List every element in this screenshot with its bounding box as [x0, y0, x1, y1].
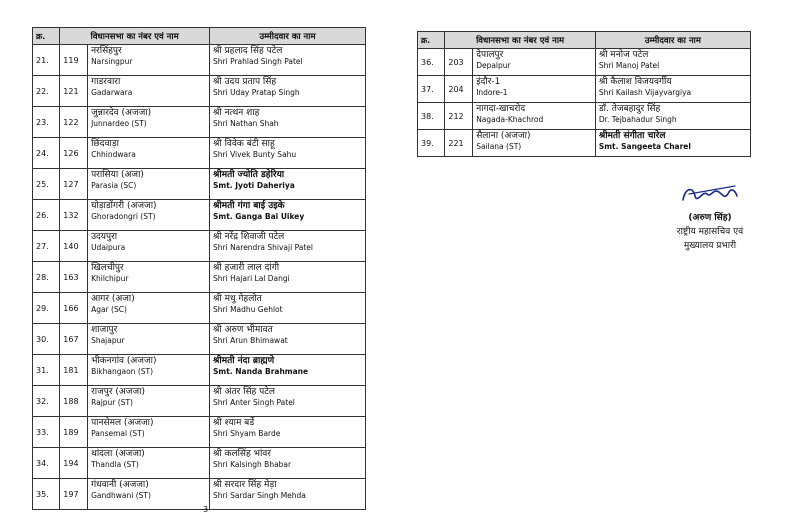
candidate-cell [595, 130, 750, 157]
serial-cell: 38. [418, 103, 445, 130]
constituency-name-hindi: नरसिंहपुर [91, 46, 122, 56]
table-header-row [418, 32, 751, 49]
constituency-cell [88, 324, 210, 355]
candidate-name-english: Dr. Tejbahadur Singh [598, 115, 677, 124]
candidate-name-english: Smt. Nanda Brahmane [213, 367, 309, 376]
constituency-number-cell: 189 [60, 417, 88, 448]
constituency-name-hindi: भीकनगांव (अजजा) [91, 356, 157, 366]
serial-cell: 36. [418, 49, 445, 76]
candidate-cell [210, 448, 366, 479]
constituency-name-english: Shajapur [91, 336, 125, 345]
candidate-table-right [417, 31, 751, 157]
constituency-name-english: Ghoradongri (ST) [91, 212, 156, 221]
table-row [33, 200, 366, 231]
signer-name: (अरुण सिंह) [688, 213, 732, 223]
candidate-name-hindi: श्री मनोज पटेल [598, 50, 649, 60]
constituency-name-hindi: गाडरवारा [91, 77, 121, 87]
candidate-table-left [32, 27, 366, 510]
constituency-name-english: Bikhangaon (ST) [91, 367, 154, 376]
header-constituency: विधानसभा का नंबर एवं नाम [445, 32, 595, 49]
candidate-name-hindi: श्री उदय प्रताप सिंह [213, 77, 277, 87]
page-number: 3 [203, 505, 209, 514]
constituency-name-english: Chhindwara [91, 150, 136, 159]
constituency-name-hindi: गंधवानी (अजजा) [91, 480, 149, 490]
candidate-name-english: Shri Sardar Singh Mehda [213, 491, 306, 500]
constituency-name-hindi: सैलाना (अजजा) [476, 131, 531, 141]
table-row [418, 76, 751, 103]
table-row [418, 130, 751, 157]
constituency-number-cell: 132 [60, 200, 88, 231]
header-candidate: उम्मीदवार का नाम [210, 28, 366, 45]
candidate-cell [210, 417, 366, 448]
serial-cell: 24. [33, 138, 60, 169]
table-row [33, 262, 366, 293]
table-row [418, 103, 751, 130]
candidate-name-hindi: श्री अरुण भीमावत [213, 325, 273, 335]
constituency-cell [473, 49, 596, 76]
table-row [33, 45, 366, 76]
candidate-name-english: Shri Arun Bhimawat [213, 336, 288, 345]
constituency-name-hindi: परासिया (अजा) [91, 170, 144, 180]
serial-cell: 30. [33, 324, 60, 355]
candidate-cell [210, 169, 366, 200]
header-candidate: उम्मीदवार का नाम [595, 32, 750, 49]
serial-cell: 21. [33, 45, 60, 76]
constituency-name-hindi: पानसेमल (अजजा) [91, 418, 154, 428]
table-row [33, 138, 366, 169]
candidate-name-hindi: श्री कलसिंह भांवर [213, 449, 271, 459]
candidate-name-hindi: श्री श्याम बर्डे [213, 418, 255, 428]
signer-title-line1: राष्ट्रीय महासचिव एवं [676, 227, 744, 237]
candidate-name-english: Shri Madhu Gehlot [213, 305, 283, 314]
candidate-cell [210, 324, 366, 355]
constituency-name-english: Indore-1 [476, 88, 508, 97]
candidate-cell [210, 479, 366, 510]
constituency-cell [88, 262, 210, 293]
table-row [33, 324, 366, 355]
candidate-name-english: Shri Anter Singh Patel [213, 398, 295, 407]
constituency-cell [88, 293, 210, 324]
constituency-number-cell: 167 [60, 324, 88, 355]
constituency-number-cell: 188 [60, 386, 88, 417]
table-row [33, 76, 366, 107]
table-row [33, 107, 366, 138]
constituency-name-english: Agar (SC) [91, 305, 127, 314]
candidate-name-english: Smt. Ganga Bai Uikey [213, 212, 305, 221]
constituency-name-english: Depalpur [476, 61, 511, 70]
constituency-name-hindi: आगर (अजा) [91, 294, 135, 304]
constituency-number-cell: 204 [445, 76, 473, 103]
candidate-name-hindi: श्री सरदार सिंह मेड़ा [213, 480, 277, 490]
constituency-number-cell: 119 [60, 45, 88, 76]
serial-cell: 25. [33, 169, 60, 200]
constituency-name-hindi: शाजापुर [91, 325, 118, 335]
candidate-cell [210, 76, 366, 107]
header-constituency: विधानसभा का नंबर एवं नाम [60, 28, 210, 45]
constituency-cell [88, 479, 210, 510]
candidate-name-english: Smt. Sangeeta Charel [598, 142, 691, 151]
candidate-name-english: Shri Uday Pratap Singh [213, 88, 300, 97]
serial-cell: 29. [33, 293, 60, 324]
header-serial: क्र. [418, 32, 445, 49]
constituency-number-cell: 197 [60, 479, 88, 510]
candidate-name-english: Shri Shyam Barde [213, 429, 281, 438]
constituency-name-english: Nagada-Khachrod [476, 115, 544, 124]
candidate-name-english: Shri Kailash Vijayvargiya [598, 88, 692, 97]
constituency-name-hindi: इंदौर-1 [476, 77, 501, 87]
candidate-cell [595, 103, 750, 130]
candidate-cell [595, 49, 750, 76]
candidate-name-english: Shri Vivek Bunty Sahu [213, 150, 297, 159]
constituency-number-cell: 212 [445, 103, 473, 130]
candidate-cell [210, 231, 366, 262]
signer-title-line2: मुख्यालय प्रभारी [683, 241, 737, 251]
serial-cell: 31. [33, 355, 60, 386]
candidate-name-english: Shri Hajari Lal Dangi [213, 274, 290, 283]
constituency-name-hindi: घोड़ाडोंगरी (अजजा) [91, 201, 157, 211]
constituency-number-cell: 194 [60, 448, 88, 479]
constituency-name-hindi: नागदा-खाचरोद [476, 104, 526, 114]
constituency-name-english: Gandhwani (ST) [91, 491, 151, 500]
serial-cell: 37. [418, 76, 445, 103]
table-row [33, 448, 366, 479]
constituency-cell [88, 138, 210, 169]
candidate-name-hindi: श्री अंतर सिंह पटेल [213, 387, 275, 397]
candidate-name-hindi: श्री प्रहलाद सिंह पटेल [213, 46, 283, 56]
candidate-cell [210, 107, 366, 138]
serial-cell: 23. [33, 107, 60, 138]
candidate-name-english: Shri Kalsingh Bhabar [213, 460, 292, 469]
constituency-name-hindi: जुन्नारदेव (अजजा) [91, 108, 152, 118]
serial-cell: 22. [33, 76, 60, 107]
candidate-name-english: Shri Manoj Patel [598, 61, 660, 70]
table-row [33, 417, 366, 448]
candidate-name-hindi: श्री कैलाश विजयवर्गीय [598, 77, 672, 87]
constituency-name-english: Gadarwara [91, 88, 133, 97]
candidate-name-hindi: श्री विवेक बंटी साहू [213, 139, 275, 149]
candidate-name-hindi: श्रीमती ज्योति डहेरिया [213, 170, 285, 180]
table-row [33, 355, 366, 386]
candidate-name-hindi: श्रीमती गंगा बाई उइके [213, 201, 285, 211]
candidate-name-english: Shri Prahlad Singh Patel [213, 57, 303, 66]
constituency-name-english: Parasia (SC) [91, 181, 137, 190]
constituency-name-hindi: खिलचीपुर [91, 263, 124, 273]
table-row [33, 231, 366, 262]
constituency-name-hindi: उदयपुरा [91, 232, 118, 242]
candidate-name-english: Shri Narendra Shivaji Patel [213, 243, 313, 252]
constituency-number-cell: 121 [60, 76, 88, 107]
candidate-name-hindi: श्री हजारी लाल दांगी [213, 263, 280, 273]
candidate-name-hindi: श्रीमती नंदा ब्राह्मणे [213, 356, 275, 366]
constituency-number-cell: 140 [60, 231, 88, 262]
constituency-name-english: Rajpur (ST) [91, 398, 133, 407]
constituency-cell [473, 130, 596, 157]
table-header-row [33, 28, 366, 45]
candidate-cell [210, 262, 366, 293]
serial-cell: 27. [33, 231, 60, 262]
candidate-name-hindi: डॉ. तेजबहादुर सिंह [598, 104, 661, 114]
constituency-number-cell: 122 [60, 107, 88, 138]
candidate-name-hindi: श्री नत्थन शाह [213, 108, 260, 118]
constituency-name-english: Narsingpur [91, 57, 133, 66]
serial-cell: 28. [33, 262, 60, 293]
serial-cell: 26. [33, 200, 60, 231]
table-row [418, 49, 751, 76]
constituency-cell [88, 417, 210, 448]
constituency-number-cell: 203 [445, 49, 473, 76]
candidate-cell [210, 386, 366, 417]
constituency-number-cell: 126 [60, 138, 88, 169]
table-row [33, 169, 366, 200]
constituency-cell [88, 169, 210, 200]
constituency-name-hindi: छिंदवाड़ा [91, 139, 119, 149]
constituency-cell [88, 355, 210, 386]
constituency-cell [88, 231, 210, 262]
constituency-cell [473, 76, 596, 103]
constituency-cell [88, 448, 210, 479]
constituency-name-english: Junnardeo (ST) [91, 119, 147, 128]
candidate-cell [210, 200, 366, 231]
constituency-cell [88, 76, 210, 107]
constituency-name-english: Thandla (ST) [91, 460, 139, 469]
constituency-number-cell: 166 [60, 293, 88, 324]
candidate-name-english: Shri Nathan Shah [213, 119, 279, 128]
candidate-name-hindi: श्री मधु गेहलोत [213, 294, 262, 304]
serial-cell: 33. [33, 417, 60, 448]
serial-cell: 34. [33, 448, 60, 479]
serial-cell: 32. [33, 386, 60, 417]
serial-cell: 35. [33, 479, 60, 510]
constituency-name-english: Khilchipur [91, 274, 129, 283]
constituency-cell [88, 45, 210, 76]
table-row [33, 386, 366, 417]
candidate-cell [210, 138, 366, 169]
constituency-name-english: Udaipura [91, 243, 126, 252]
constituency-cell [473, 103, 596, 130]
constituency-name-hindi: थांदला (अजजा) [91, 449, 145, 459]
constituency-number-cell: 181 [60, 355, 88, 386]
constituency-number-cell: 221 [445, 130, 473, 157]
candidate-name-hindi: श्रीमती संगीता चारेल [598, 131, 666, 141]
candidate-name-hindi: श्री नरेंद्र शिवाजी पटेल [213, 232, 285, 242]
constituency-name-english: Pansemal (ST) [91, 429, 145, 438]
constituency-cell [88, 386, 210, 417]
constituency-number-cell: 127 [60, 169, 88, 200]
signature-block [640, 180, 780, 253]
signature-image [675, 180, 745, 210]
serial-cell: 39. [418, 130, 445, 157]
candidate-cell [210, 355, 366, 386]
candidate-cell [210, 45, 366, 76]
table-row [33, 479, 366, 510]
constituency-cell [88, 200, 210, 231]
constituency-cell [88, 107, 210, 138]
constituency-name-hindi: देपालपुर [476, 50, 504, 60]
candidate-cell [210, 293, 366, 324]
candidate-cell [595, 76, 750, 103]
constituency-name-hindi: राजपुर (अजजा) [91, 387, 145, 397]
header-serial: क्र. [33, 28, 60, 45]
candidate-name-english: Smt. Jyoti Daheriya [213, 181, 295, 190]
constituency-number-cell: 163 [60, 262, 88, 293]
constituency-name-english: Sailana (ST) [476, 142, 522, 151]
table-row [33, 293, 366, 324]
